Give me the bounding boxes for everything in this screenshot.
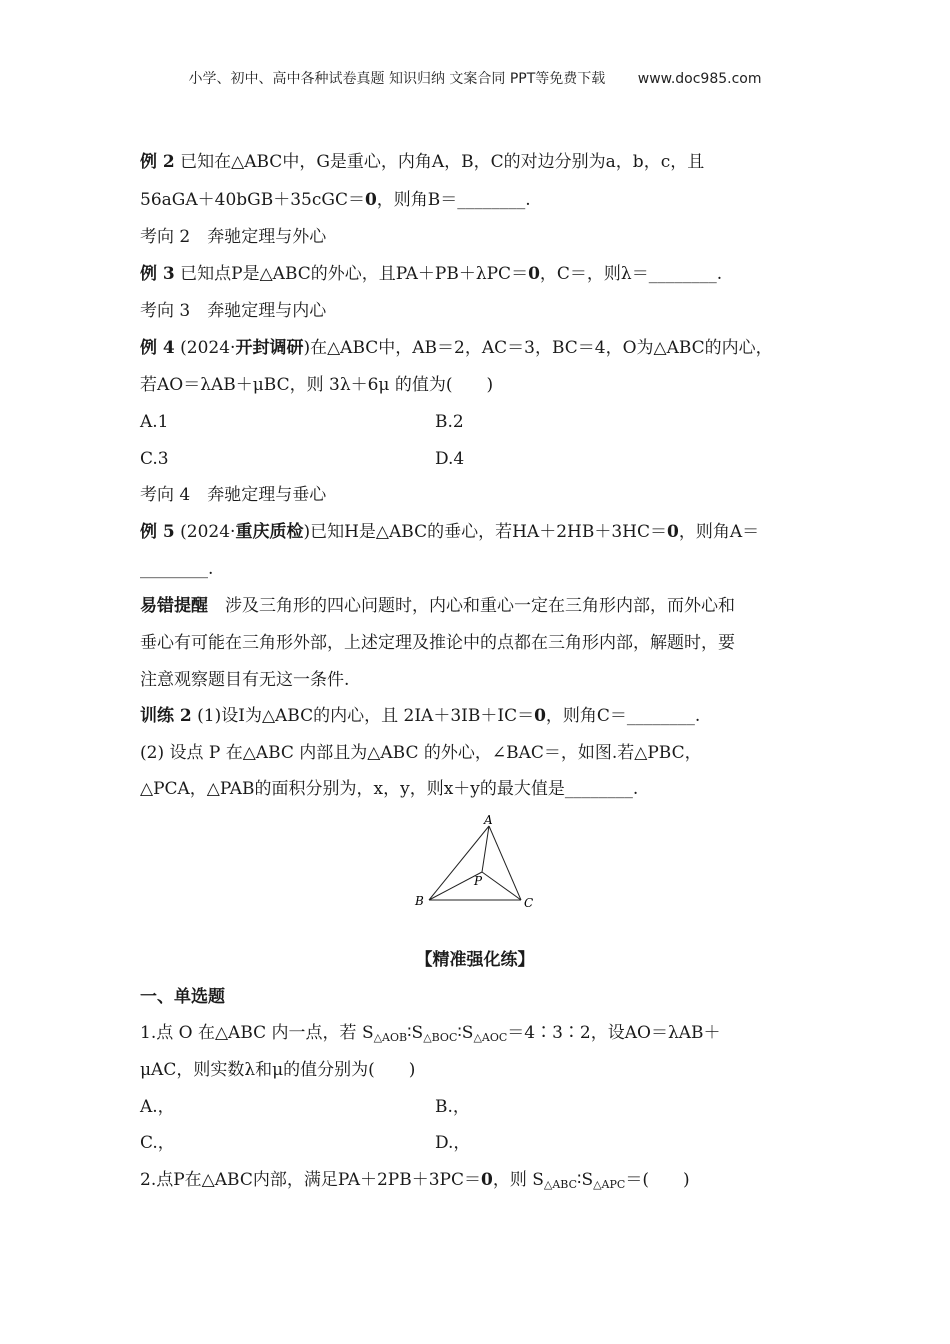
example-3-label: 例 3 xyxy=(140,264,175,284)
direction-3: 考向 3 奔驰定理与内心 xyxy=(140,301,327,321)
vertex-label-b: B xyxy=(415,894,424,908)
example-4-line-1 xyxy=(140,336,773,360)
vertex-label-a: A xyxy=(484,813,493,827)
example-4-label: 例 4 xyxy=(140,338,175,358)
direction-4: 考向 4 奔驰定理与垂心 xyxy=(140,485,327,505)
tip-text-1: 涉及三角形的四心问题时，内心和重心一定在三角形内部，而外心和 xyxy=(208,596,735,616)
direction-2: 考向 2 奔驰定理与外心 xyxy=(140,227,327,247)
question-1-text-end: ＝4∶3∶2，设AO＝λAB＋ xyxy=(507,1023,721,1043)
example-4-source: 开封调研 xyxy=(235,338,304,358)
training-2-part-2-line-1: (2) 设点 P 在△ABC 内部且为△ABC 的外心，∠BAC＝，如图.若△PBC， xyxy=(140,743,702,763)
tip-label: 易错提醒 xyxy=(140,596,208,616)
example-5-line-2: ________. xyxy=(140,559,214,579)
example-3-blank: ，C＝，则λ＝________. xyxy=(539,264,723,284)
example-4-option-c: C.3 xyxy=(140,449,169,469)
ratio-sep: ∶S xyxy=(407,1023,424,1043)
page-header xyxy=(0,68,950,88)
question-2-text-mid: ，则 S xyxy=(492,1170,544,1190)
zero-vector: 0 xyxy=(534,706,546,726)
question-1-option-b: B.， xyxy=(435,1097,470,1117)
example-2-text: 已知在△ABC中，G是重心，内角A，B，C的对边分别为a，b，c，且 xyxy=(174,152,705,172)
question-1-text: 1.点 O 在△ABC 内一点，若 S xyxy=(140,1023,374,1043)
training-2-label: 训练 2 xyxy=(140,706,192,726)
header-site: www.doc985.com xyxy=(637,71,762,87)
subscript-boc: △BOC xyxy=(423,1031,458,1044)
example-4-line-2: 若AO＝λAB＋μBC，则 3λ＋6μ 的值为( ) xyxy=(140,375,494,395)
zero-vector: 0 xyxy=(364,190,377,210)
training-2-part-2-line-2: △PCA，△PAB的面积分别为，x，y，则x＋y的最大值是________. xyxy=(140,779,639,799)
tip-line-2: 垂心有可能在三角形外部，上述定理及推论中的点都在三角形内部，解题时，要 xyxy=(140,633,735,653)
header-text: 小学、初中、高中各种试卷真题 知识归纳 文案合同 PPT等免费下载 xyxy=(188,71,606,87)
question-1-option-d: D.， xyxy=(435,1133,471,1153)
point-label-p: P xyxy=(474,874,483,888)
ratio-sep: ∶S xyxy=(577,1170,594,1190)
vertex-label-c: C xyxy=(524,896,534,910)
example-5-source: 重庆质检 xyxy=(235,522,304,542)
ratio-sep: ∶S xyxy=(457,1023,474,1043)
example-2-equation: 56aGA＋40bGB＋35cGC＝ xyxy=(140,190,365,210)
example-4-option-d: D.4 xyxy=(435,449,465,469)
question-1-option-a: A.， xyxy=(140,1097,175,1117)
tip-line-1 xyxy=(140,594,735,618)
example-5-label: 例 5 xyxy=(140,522,175,542)
example-5-text: )已知H是△ABC的垂心，若HA＋2HB＋3HC＝ xyxy=(303,522,667,542)
question-1-line-2: μAC，则实数λ和μ的值分别为( ) xyxy=(140,1060,416,1080)
example-5-line-1 xyxy=(140,520,759,544)
example-4-text: )在△ABC中，AB＝2，AC＝3，BC＝4，O为△ABC的内心， xyxy=(303,338,773,358)
part-title: 一、单选题 xyxy=(140,987,225,1007)
question-2-text-end: ＝( ) xyxy=(625,1170,690,1190)
example-5-text-end: ，则角A＝ xyxy=(678,522,760,542)
question-1-option-c: C.， xyxy=(140,1133,175,1153)
example-5-source-year: (2024· xyxy=(174,522,236,542)
example-2-line-1 xyxy=(140,150,704,174)
example-4-option-b: B.2 xyxy=(435,412,464,432)
question-2 xyxy=(140,1168,690,1197)
example-4-source-year: (2024· xyxy=(174,338,236,358)
example-3-text: 已知点P是△ABC的外心，且PA＋PB＋λPC＝ xyxy=(174,264,529,284)
zero-vector: 0 xyxy=(528,264,540,284)
zero-vector: 0 xyxy=(666,522,679,542)
example-2-blank: ，则角B＝________. xyxy=(376,190,531,210)
tip-line-3: 注意观察题目有无这一条件. xyxy=(140,670,350,690)
example-4-option-a: A.1 xyxy=(140,412,169,432)
zero-vector: 0 xyxy=(481,1170,493,1190)
training-2-blank: ，则角C＝________. xyxy=(545,706,701,726)
subscript-apc: △APC xyxy=(593,1178,626,1191)
question-1-line-1 xyxy=(140,1021,721,1050)
example-2-label: 例 2 xyxy=(140,152,175,172)
example-2-line-2 xyxy=(140,188,531,212)
question-2-text: 2.点P在△ABC内部，满足PA＋2PB＋3PC＝ xyxy=(140,1170,481,1190)
section-title: 【精准强化练】 xyxy=(415,950,535,970)
edge-ab xyxy=(429,826,489,900)
training-2-text: (1)设I为△ABC的内心，且 2IA＋3IB＋IC＝ xyxy=(191,706,535,726)
subscript-aoc: △AOC xyxy=(473,1031,508,1044)
example-3 xyxy=(140,262,722,286)
subscript-aob: △AOB xyxy=(373,1031,408,1044)
subscript-abc: △ABC xyxy=(543,1178,578,1191)
triangle-figure xyxy=(405,812,545,912)
training-2-part-1 xyxy=(140,704,700,728)
